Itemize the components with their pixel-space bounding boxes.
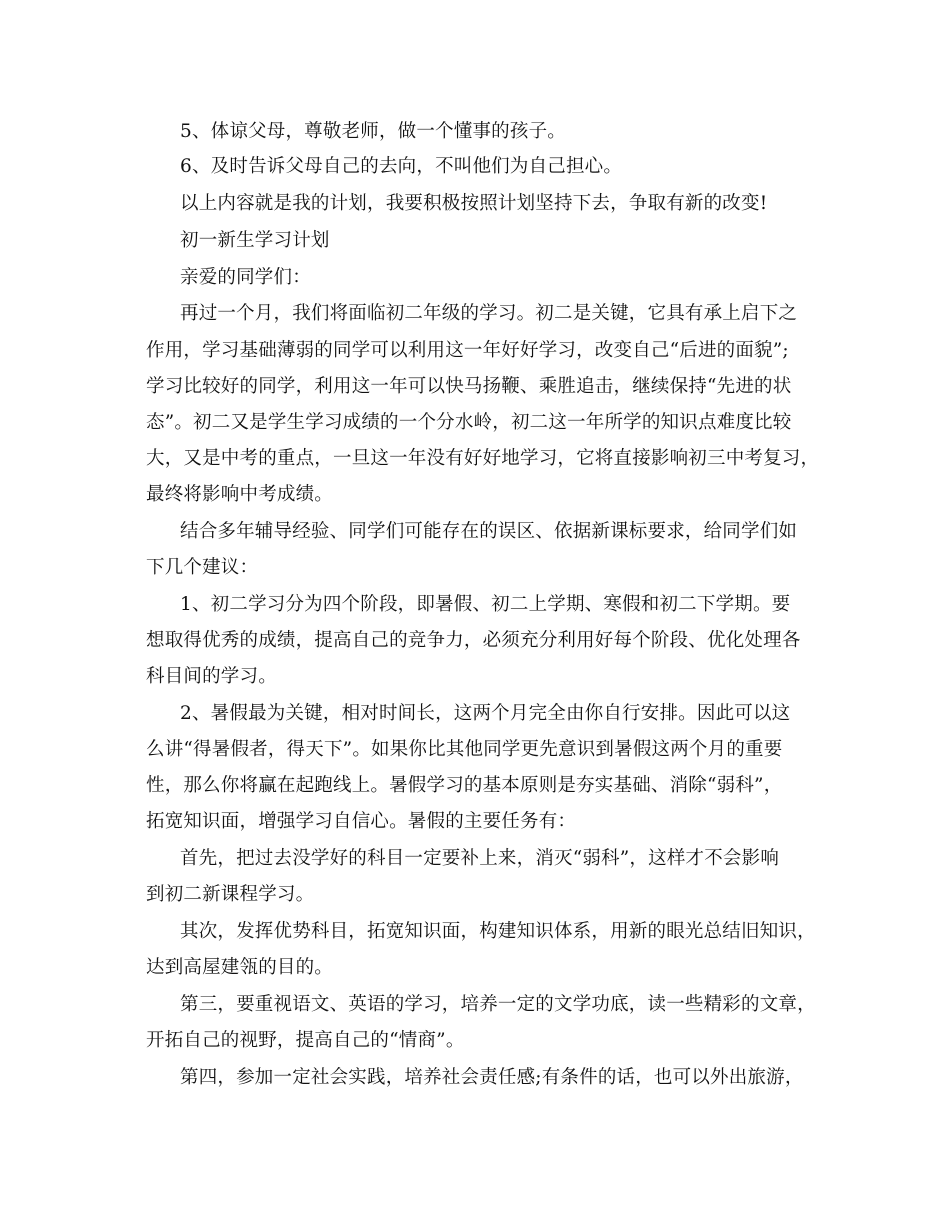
text-line: 第三，要重视语文、英语的学习，培养一定的文学功底，读一些精彩的文章， [180, 994, 816, 1015]
text-line: 想取得优秀的成绩，提高自己的竞争力，必须充分利用好每个阶段、优化处理各 [146, 630, 801, 651]
text-line: 科目间的学习。 [146, 666, 277, 687]
text-line: 态”。初二又是学生学习成绩的一个分水岭，初二这一年所学的知识点难度比较 [146, 412, 792, 433]
text-line: 其次，发挥优势科目，拓宽知识面，构建知识体系，用新的眼光总结旧知识， [180, 921, 816, 942]
text-line: 大，又是中考的重点，一旦这一年没有好好地学习，它将直接影响初三中考复习， [146, 448, 820, 469]
text-line: 最终将影响中考成绩。 [146, 484, 334, 505]
text-line: 开拓自己的视野，提高自己的“情商”。 [146, 1030, 465, 1051]
text-line: 下几个建议： [146, 557, 259, 578]
text-line: 学习比较好的同学，利用这一年可以快马扬鞭、乘胜追击，继续保持“先进的状 [146, 376, 792, 397]
text-line: 拓宽知识面，增强学习自信心。暑假的主要任务有： [146, 811, 577, 832]
text-line: 作用，学习基础薄弱的同学可以利用这一年好好学习，改变自己“后进的面貌”; [146, 340, 789, 361]
text-line: 2、暑假最为关键，相对时间长，这两个月完全由你自行安排。因此可以这 [180, 703, 791, 724]
text-line: 5、体谅父母，尊敬老师，做一个懂事的孩子。 [180, 121, 566, 142]
text-line: 达到高屋建瓴的目的。 [146, 957, 334, 978]
text-line: 再过一个月，我们将面临初二年级的学习。初二是关键，它具有承上启下之 [180, 303, 798, 324]
text-line: 6、及时告诉父母自己的去向，不叫他们为自己担心。 [180, 156, 623, 177]
salutation: 亲爱的同学们： [180, 267, 311, 288]
text-line: 首先，把过去没学好的科目一定要补上来，消灭“弱科”，这样才不会影响 [180, 848, 780, 869]
text-line: 性，那么你将赢在起跑线上。暑假学习的基本原则是夯实基础、消除“弱科”， [146, 775, 783, 796]
text-line: 到初二新课程学习。 [146, 884, 315, 905]
text-line: 结合多年辅导经验、同学们可能存在的误区、依据新课标要求，给同学们如 [180, 521, 798, 542]
section-title: 初一新生学习计划 [180, 230, 330, 251]
text-line: 第四，参加一定社会实践，培养社会责任感;有条件的话，也可以外出旅游， [180, 1067, 804, 1088]
text-line: 1、初二学习分为四个阶段，即暑假、初二上学期、寒假和初二下学期。要 [180, 594, 791, 615]
text-line: 么讲“得暑假者，得天下”。如果你比其他同学更先意识到暑假这两个月的重要 [146, 739, 783, 760]
text-line: 以上内容就是我的计划，我要积极按照计划坚持下去，争取有新的改变! [180, 193, 768, 214]
